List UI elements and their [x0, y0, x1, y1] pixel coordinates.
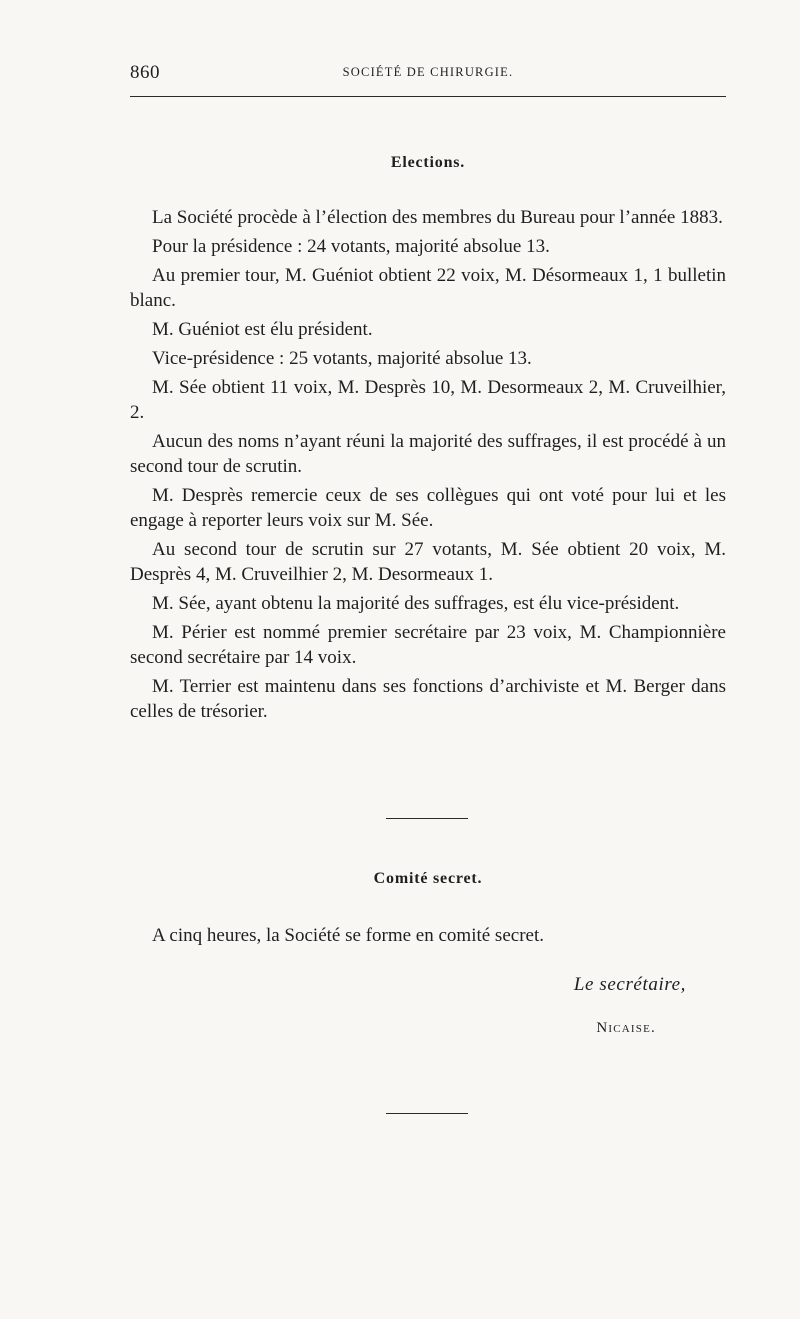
signature-name: Nicaise.	[596, 1020, 656, 1036]
paragraph: Pour la présidence : 24 votants, majorité absolue 13.	[152, 236, 550, 257]
paragraph: Vice-présidence : 25 votants, majorité absolue 13.	[152, 348, 532, 369]
signature-role: Le secrétaire,	[573, 974, 686, 995]
header-rule	[130, 96, 726, 97]
paragraph: M. Sée obtient 11 voix, M. Desprès 10, M. Desormeaux 2, M. Cruveilhier, 2.	[130, 377, 726, 423]
comite-secret-heading: Comité secret.	[373, 870, 483, 887]
paragraph: La Société procède à l’élection des membres du Bureau pour l’année 1883.	[152, 207, 723, 228]
paragraph: M. Périer est nommé premier secrétaire par 23 voix, M. Championnière second secrétaire par 14 voix.	[130, 622, 726, 668]
page-number: 860	[130, 62, 160, 83]
running-head	[130, 62, 726, 88]
elections-body	[130, 205, 726, 728]
paragraph: Au premier tour, M. Guéniot obtient 22 voix, M. Désormeaux 1, 1 bulletin blanc.	[130, 265, 726, 311]
running-title: SOCIÉTÉ DE CHIRURGIE.	[342, 65, 514, 79]
paragraph: Au second tour de scrutin sur 27 votants, M. Sée obtient 20 voix, M. Desprès 4, M. Cruveilhier 2, M. Desormeaux 1.	[130, 539, 726, 585]
elections-heading: Elections.	[390, 154, 466, 171]
section-divider	[386, 818, 468, 819]
paragraph: M. Guéniot est élu président.	[152, 319, 373, 340]
comite-secret-paragraph: A cinq heures, la Société se forme en comité secret.	[152, 925, 544, 946]
paragraph: M. Terrier est maintenu dans ses fonctions d’archiviste et M. Berger dans celles de trésorier.	[130, 676, 726, 722]
end-divider	[386, 1113, 468, 1114]
paragraph: M. Desprès remercie ceux de ses collègues qui ont voté pour lui et les engage à reporter leurs voix sur M. Sée.	[130, 485, 726, 531]
paragraph: Aucun des noms n’ayant réuni la majorité des suffrages, il est procédé à un second tour de scrutin.	[130, 431, 726, 477]
paragraph: M. Sée, ayant obtenu la majorité des suffrages, est élu vice-président.	[152, 593, 680, 614]
